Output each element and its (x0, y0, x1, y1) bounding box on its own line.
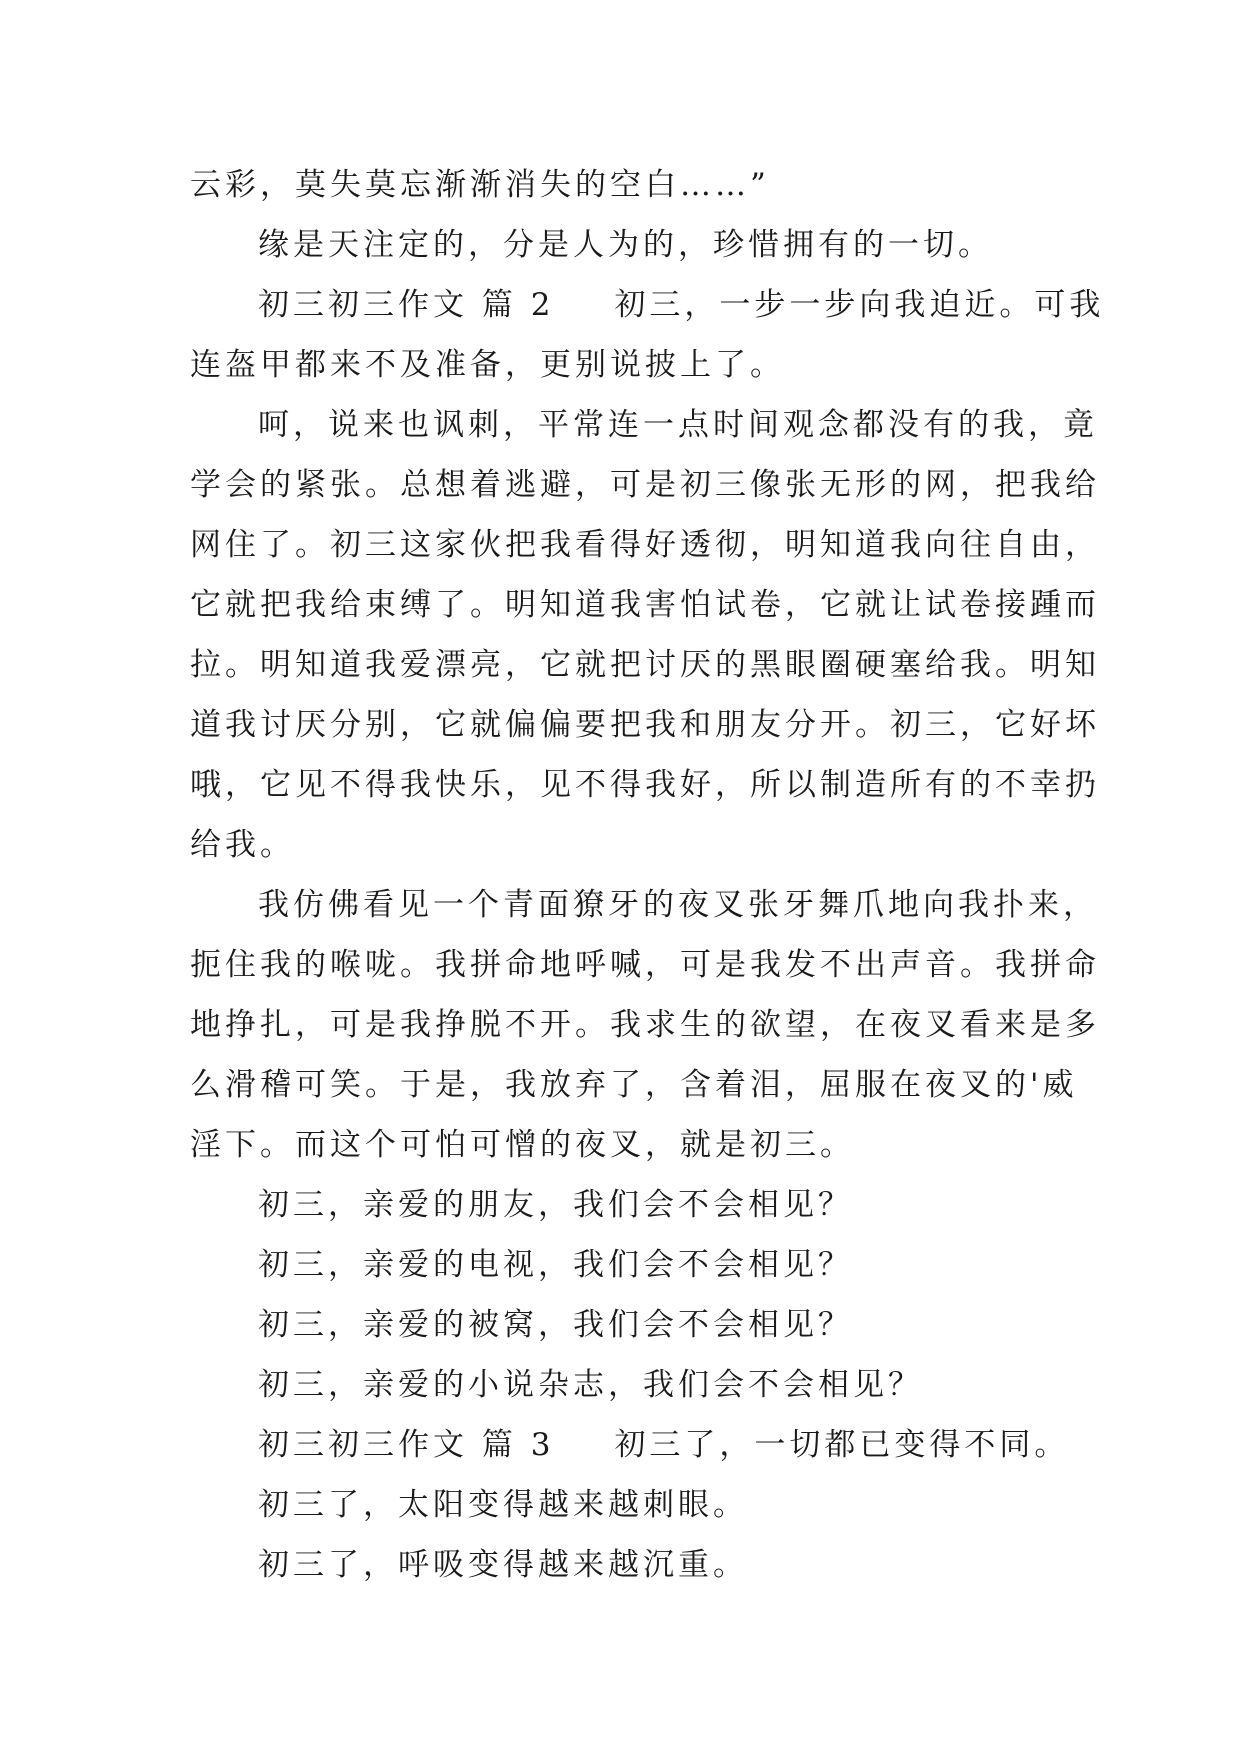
text-line (190, 275, 1105, 335)
text-line: 道我讨厌分别，它就偏偏要把我和朋友分开。初三，它好坏 (190, 707, 1100, 743)
text-line: 初三，亲爱的朋友，我们会不会相见？ (258, 1187, 853, 1223)
text-line: 网住了。初三这家伙把我看得好透彻，明知道我向往自由， (190, 527, 1100, 563)
text-line: 我仿佛看见一个青面獠牙的夜叉张牙舞爪地向我扑来， (258, 887, 1098, 923)
section-heading: 初三初三作文 篇 3 (258, 1427, 555, 1463)
text-line: 缘是天注定的，分是人为的，珍惜拥有的一切。 (258, 227, 993, 263)
text-line: 哦，它见不得我快乐，见不得我好，所以制造所有的不幸扔 (190, 767, 1100, 803)
document-body (190, 155, 1105, 1595)
text-line: 初三了，呼吸变得越来越沉重。 (258, 1547, 748, 1583)
text-line: 淫下。而这个可怕可憎的夜叉，就是初三。 (190, 1127, 855, 1163)
text-line: 学会的紧张。总想着逃避，可是初三像张无形的网，把我给 (190, 467, 1100, 503)
text-line: 地挣扎，可是我挣脱不开。我求生的欲望，在夜叉看来是多 (190, 1007, 1100, 1043)
text-line (190, 1415, 1070, 1475)
text-line: 呵，说来也讽刺，平常连一点时间观念都没有的我，竟 (258, 407, 1098, 443)
text-line: 它就把我给束缚了。明知道我害怕试卷，它就让试卷接踵而 (190, 587, 1100, 623)
text-line: 拉。明知道我爱漂亮，它就把讨厌的黑眼圈硬塞给我。明知 (190, 647, 1100, 683)
text-line: 扼住我的喉咙。我拼命地呼喊，可是我发不出声音。我拼命 (190, 947, 1100, 983)
text-line: 云彩，莫失莫忘渐渐消失的空白……” (190, 167, 770, 203)
text-line: 初三了，太阳变得越来越刺眼。 (258, 1487, 748, 1523)
text-line: 初三，亲爱的小说杂志，我们会不会相见？ (258, 1367, 923, 1403)
text-line: 初三，亲爱的电视，我们会不会相见？ (258, 1247, 853, 1283)
text-line: 么滑稽可笑。于是，我放弃了，含着泪，屈服在夜叉的'威 (190, 1067, 1078, 1103)
section-heading: 初三初三作文 篇 2 (258, 287, 555, 323)
text-line: 初三，亲爱的被窝，我们会不会相见？ (258, 1307, 853, 1343)
text-line: 给我。 (190, 827, 295, 863)
text-line: 连盔甲都来不及准备，更别说披上了。 (190, 347, 785, 383)
section-first-line: 初三了，一切都已变得不同。 (614, 1427, 1070, 1463)
section-first-line: 初三，一步一步向我迫近。可我 (614, 287, 1105, 323)
